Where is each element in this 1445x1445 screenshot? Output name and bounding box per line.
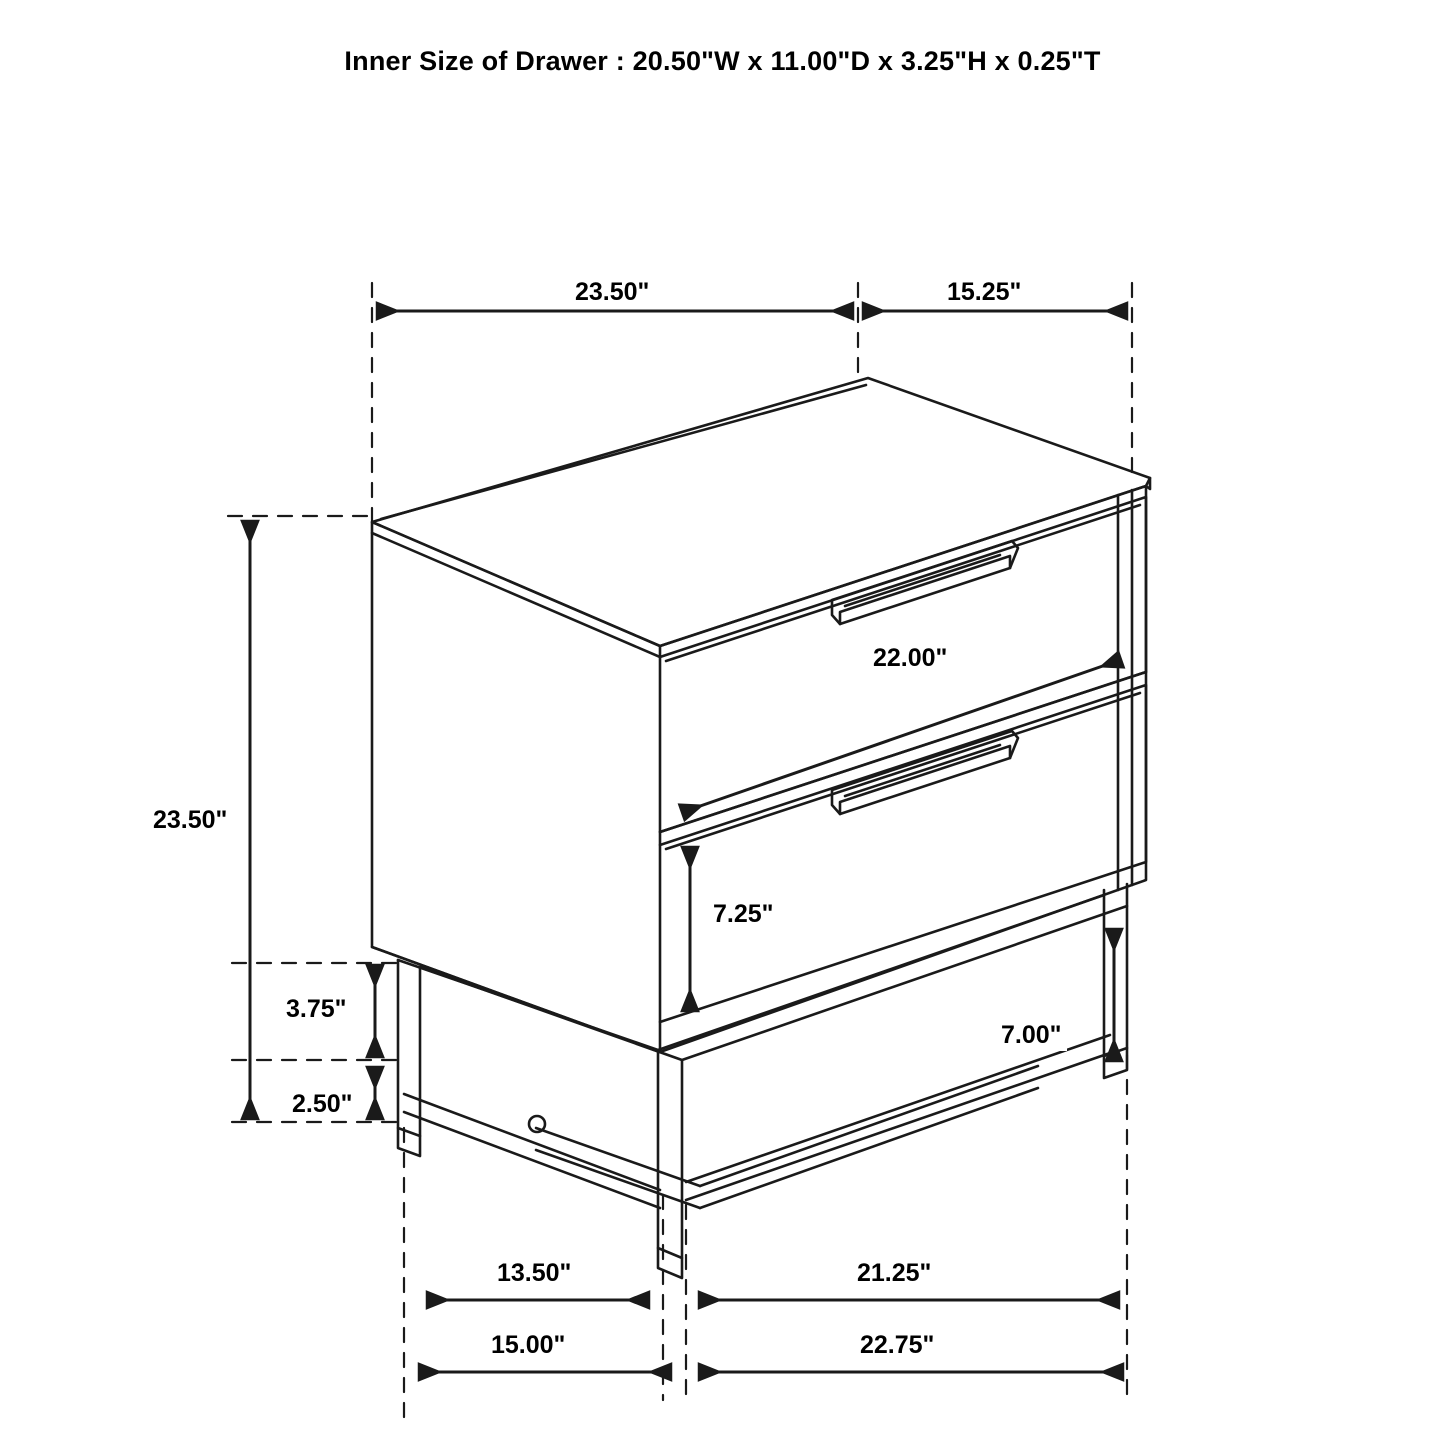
dimension-label-width-front: 23.50" [570,277,654,308]
nightstand-outline [372,378,1150,1052]
dimension-label-base-depth: 22.75" [855,1330,939,1361]
dimension-label-leg-foot: 2.50" [287,1089,358,1120]
dimension-label-lower-drawer-height: 7.25" [708,899,779,930]
dimension-label-base-width: 15.00" [486,1330,570,1361]
metal-base-frame [398,884,1127,1278]
page-title: Inner Size of Drawer : 20.50"W x 11.00"D x 3.25"H x 0.25"T [344,46,1101,76]
extension-lines [228,283,1132,1420]
dimension-label-leg-clearance: 7.00" [996,1020,1067,1051]
dimension-label-total-height: 23.50" [148,805,232,836]
dimension-label-drawer-inner-width: 22.00" [868,643,952,674]
dimension-label-depth-side: 15.25" [942,277,1026,308]
dimension-label-leg-gap-upper: 3.75" [281,994,352,1025]
dimension-label-foot-span-front: 13.50" [492,1258,576,1289]
dimension-label-foot-span-side: 21.25" [852,1258,936,1289]
